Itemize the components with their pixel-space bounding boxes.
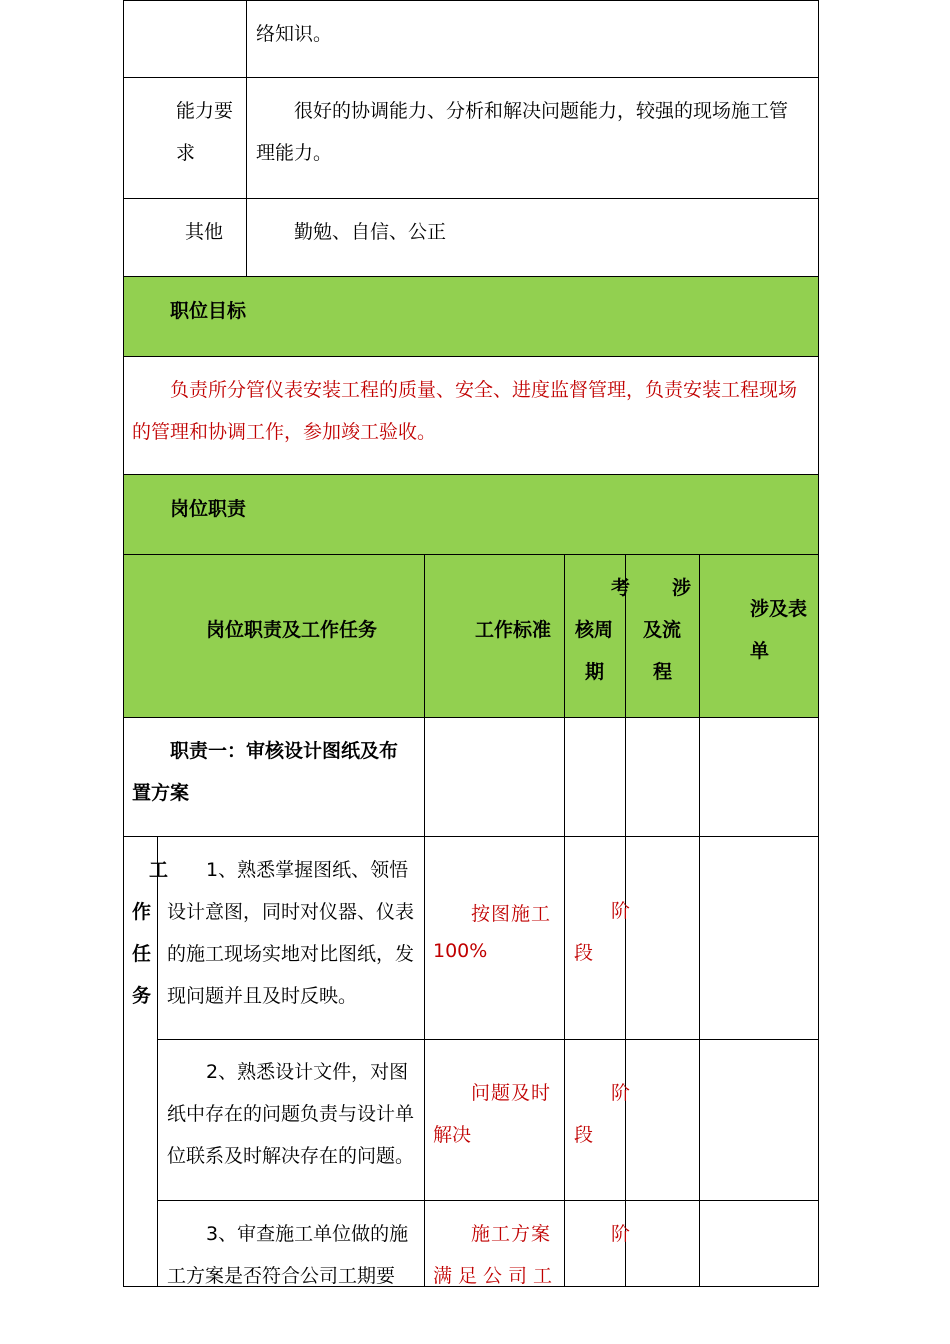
duty-title: 岗位职责 [170,498,247,520]
goal-title: 职位目标 [170,300,247,322]
table-rule [157,1200,819,1201]
table-rule [123,356,819,357]
task-cycle: 阶 [611,1223,631,1245]
table-rule [123,554,819,555]
other-text: 勤勉、自信、公正 [294,221,447,243]
task-text: 3、审查施工单位做的施 [206,1223,409,1245]
table-rule [123,276,819,277]
task-label: 任 [132,943,152,965]
task-cycle: 段 [574,942,594,964]
header-cycle: 考 [611,577,631,599]
section-title: 置方案 [132,782,190,804]
table-rule [424,554,425,1287]
table-rule [157,836,158,1287]
task-standard: 施工方案 [471,1223,552,1245]
table-rule [157,1039,819,1040]
task-cycle: 段 [574,1124,594,1146]
task-text: 纸中存在的问题负责与设计单 [167,1103,415,1125]
header-flow: 及流 [643,619,682,641]
task-standard: 满足公司工 [433,1265,559,1287]
table-rule [123,77,819,78]
table-rule [123,836,819,837]
table-rule [123,717,819,718]
task-cycle: 阶 [611,1082,631,1104]
goal-text: 负责所分管仪表安装工程的质量、安全、进度监督管理，负责安装工程现场 [170,379,798,401]
table-rule [123,474,819,475]
table-rule [564,554,565,1287]
task-standard: 问题及时 [471,1082,552,1104]
other-label: 其他 [185,221,224,243]
task-standard: 100% [433,940,488,962]
ability-label: 求 [176,142,196,164]
ability-text: 很好的协调能力、分析和解决问题能力，较强的现场施工管 [294,100,789,122]
task-text: 设计意图，同时对仪器、仪表 [167,901,415,923]
ability-text: 理能力。 [256,142,333,164]
table-rule [123,198,819,199]
header-standard: 工作标准 [475,619,552,641]
task-cycle: 阶 [611,900,631,922]
section-title: 职责一：审核设计图纸及布 [170,740,399,762]
task-text: 2、熟悉设计文件，对图 [206,1061,409,1083]
header-flow: 程 [653,661,673,683]
task-standard: 按图施工 [471,903,552,925]
task-text: 1、熟悉掌握图纸、领悟 [206,859,409,881]
header-task: 岗位职责及工作任务 [206,619,378,641]
table-rule [246,0,247,277]
table-rule [123,0,819,1]
header-forms: 单 [750,640,770,662]
task-text: 工方案是否符合公司工期要 [167,1265,396,1287]
header-flow: 涉 [672,577,692,599]
knowledge-text: 络知识。 [256,23,333,45]
task-text: 现问题并且及时反映。 [167,985,358,1007]
task-label: 务 [132,985,152,1007]
header-cycle: 期 [585,661,605,683]
task-label: 作 [132,901,152,923]
header-forms: 涉及表 [750,598,808,620]
task-standard: 解决 [433,1124,472,1146]
goal-text: 的管理和协调工作，参加竣工验收。 [132,421,437,443]
table-rule [818,0,819,1287]
task-text: 的施工现场实地对比图纸，发 [167,943,415,965]
table-rule [123,0,124,1287]
task-text: 位联系及时解决存在的问题。 [167,1145,415,1167]
ability-label: 能力要 [176,100,234,122]
header-cycle: 核周 [575,619,614,641]
table-rule [699,554,700,1287]
task-label: 工 [149,859,169,881]
